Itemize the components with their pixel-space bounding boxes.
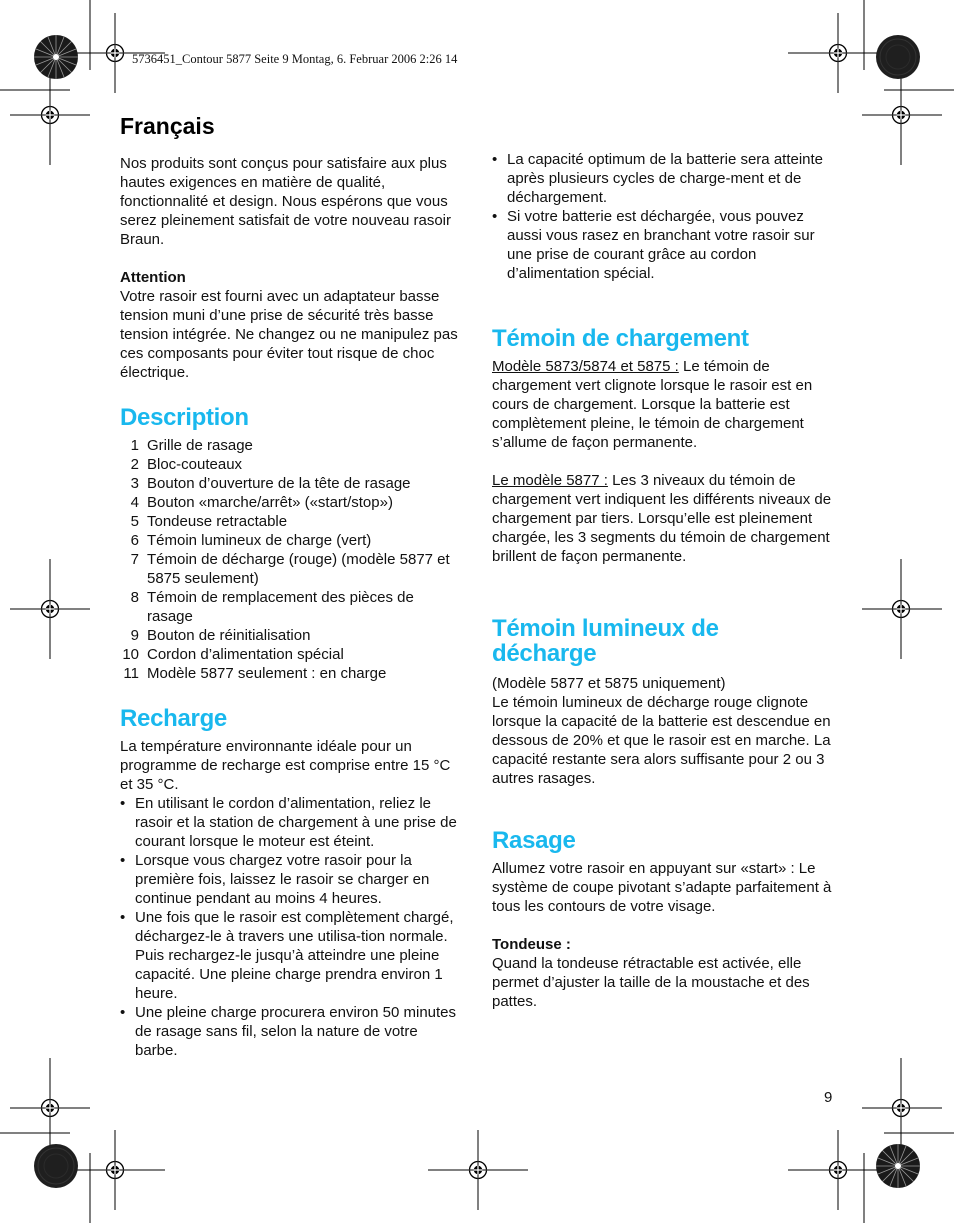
parts-list-item: 4 Bouton «marche/arrêt» («start/stop») xyxy=(130,494,393,511)
attention-heading: Attention xyxy=(120,269,186,286)
intro-paragraph: Nos produits sont conçus pour satisfaire aux plus hautes exigences en matière de qualité, fonctionnalité et design. Nous espérons que vous serez pleinement satisfait de votre nouveau rasoir Braun. xyxy=(120,155,452,248)
attention-paragraph: Votre rasoir est fourni avec un adaptateur basse tension muni d’une prise de sécurité très basse tension intégrée. Ne changez ou ne manipulez pas ces composants pour éviter tout risque de choc électrique. xyxy=(120,288,458,381)
shaving-paragraph: Allumez votre rasoir en appuyant sur «start» : Le système de coupe pivotant s’adapte parfaitement à tous les contours de votre visage. xyxy=(492,860,832,915)
battery-bullets xyxy=(492,150,834,283)
model-label-5877: Le modèle 5877 : xyxy=(492,472,608,489)
charge-paragraph-1: Modèle 5873/5874 et 5875 : Le témoin de chargement vert clignote lorsque le rasoir est en cours de chargement. Lorsque la batterie est complètement pleine, le témoin de chargement s’allume de façon permanente. xyxy=(492,358,813,451)
description-heading: Description xyxy=(120,404,249,431)
parts-list-item: 3 Bouton d’ouverture de la tête de rasage xyxy=(130,475,411,492)
parts-list-item: 7 Témoin de décharge (rouge) (modèle 5877 et 5875 seulement) xyxy=(130,551,450,587)
recharge-heading: Recharge xyxy=(120,705,227,732)
charge-paragraph-2: Le modèle 5877 : Les 3 niveaux du témoin de chargement vert indiquent les différents niveaux de chargement par tiers. Lorsqu’elle est pleinement chargée, les 3 segments du témoin de chargement brillent de façon permanente. xyxy=(492,472,832,565)
page-number: 9 xyxy=(824,1089,833,1106)
bullet-item: • La capacité optimum de la batterie sera atteinte après plusieurs cycles de charge-ment et de déchargement. xyxy=(492,150,834,207)
parts-list-item: 1 Grille de rasage xyxy=(130,437,253,454)
parts-list xyxy=(120,436,462,683)
shaving-heading: Rasage xyxy=(492,827,576,854)
parts-list-item: 11 Modèle 5877 seulement : en charge xyxy=(123,665,387,682)
parts-list-item: 9 Bouton de réinitialisation xyxy=(130,627,311,644)
discharge-note: (Modèle 5877 et 5875 uniquement) xyxy=(492,675,726,692)
left-column xyxy=(120,112,462,1060)
trimmer-heading: Tondeuse : xyxy=(492,936,571,953)
model-label-5873: Modèle 5873/5874 et 5875 : xyxy=(492,358,679,375)
parts-list-item: 10 Cordon d’alimentation spécial xyxy=(122,646,344,663)
bullet-item: • En utilisant le cordon d’alimentation, reliez le rasoir et la station de chargement à une prise de courant lorsque le moteur est éteint. xyxy=(120,794,462,851)
parts-list-item: 8 Témoin de remplacement des pièces de rasage xyxy=(130,589,414,625)
bullet-item: • Lorsque vous chargez votre rasoir pour la première fois, laissez le rasoir se charger en continue pendant au moins 4 heures. xyxy=(120,851,462,908)
discharge-heading: Témoin lumineux de décharge xyxy=(492,615,719,667)
print-slug: 5736451_Contour 5877 Seite 9 Montag, 6. Februar 2006 2:26 14 xyxy=(132,52,458,66)
bullet-item: • Si votre batterie est déchargée, vous pouvez aussi vous rasez en branchant votre rasoir sur une prise de courant grâce au cordon d’alimentation spécial. xyxy=(492,207,834,283)
language-title: Français xyxy=(120,113,215,139)
charge-indicator-heading: Témoin de chargement xyxy=(492,325,749,352)
trimmer-paragraph: Quand la tondeuse rétractable est activée, elle permet d’ajuster la taille de la moustache et des pattes. xyxy=(492,955,810,1010)
right-column xyxy=(492,150,834,1011)
discharge-paragraph: Le témoin lumineux de décharge rouge clignote lorsque la capacité de la batterie est descendue en dessous de 20% et que le rasoir est en marche. La capacité restante sera alors suffisante pour 2 ou 3 autres rasages. xyxy=(492,694,831,787)
parts-list-item: 5 Tondeuse retractable xyxy=(130,513,288,530)
bullet-item: • Une fois que le rasoir est complètement chargé, déchargez-le à travers une utilisa-tion normale. Puis rechargez-le jusqu’à atteindre une pleine capacité. Une pleine charge prendra environ 1 heure. xyxy=(120,908,462,1003)
recharge-intro: La température environnante idéale pour un programme de recharge est comprise entre 15 °C et 35 °C. xyxy=(120,738,451,793)
recharge-list xyxy=(120,794,462,1060)
parts-list-item: 2 Bloc-couteaux xyxy=(130,456,243,473)
bullet-item: • Une pleine charge procurera environ 50 minutes de rasage sans fil, selon la nature de votre barbe. xyxy=(120,1003,462,1060)
parts-list-item: 6 Témoin lumineux de charge (vert) xyxy=(130,532,372,549)
